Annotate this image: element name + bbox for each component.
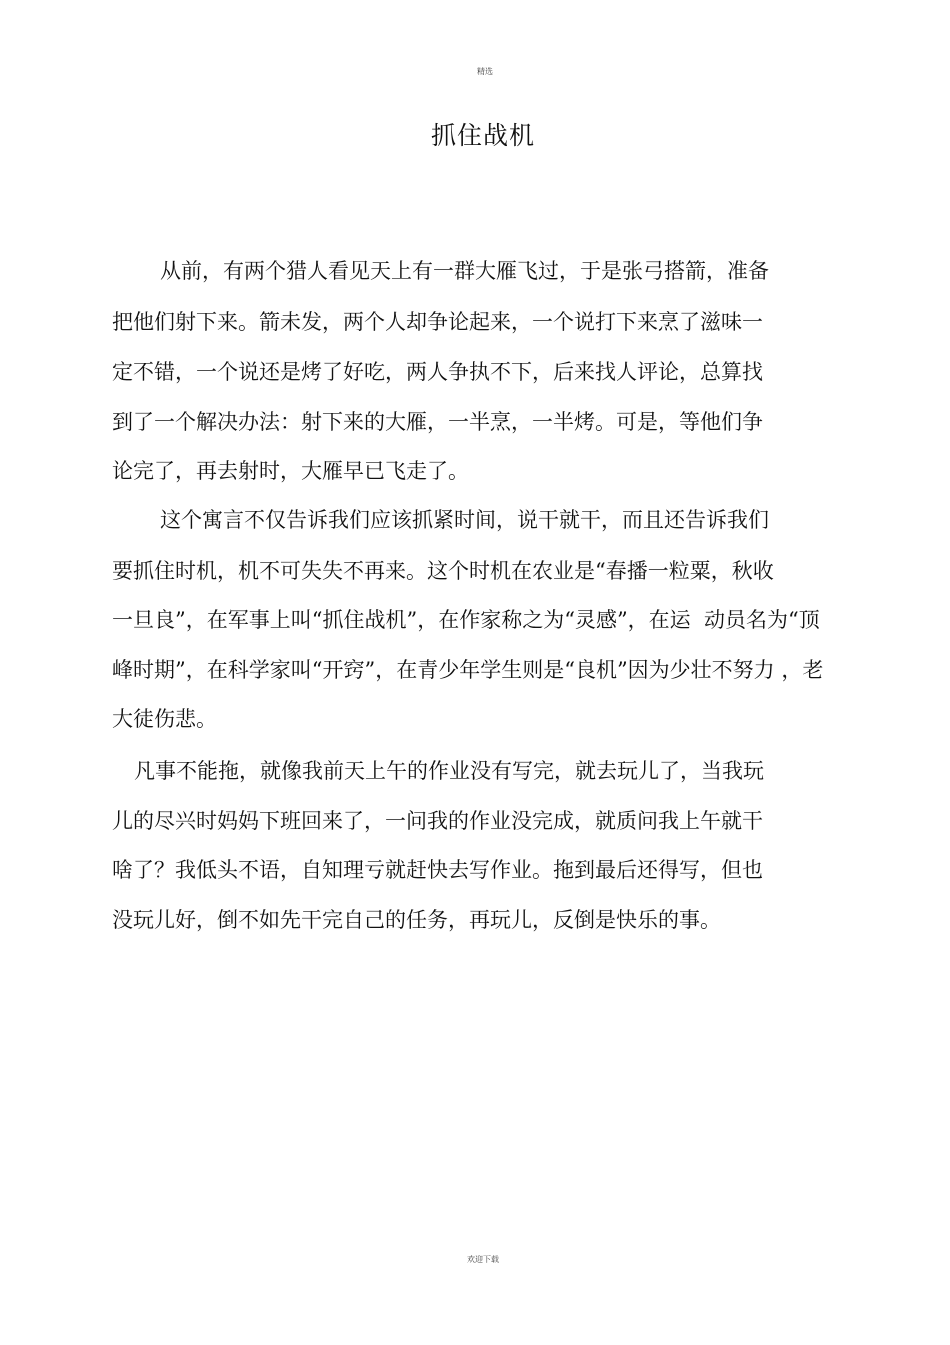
paragraph-line: 峰时期”，在科学家叫“开窍”，在青少年学生则是“良机”因为少壮不努力 ，老 [112, 658, 824, 682]
document-title: 抓住战机 [430, 121, 535, 150]
paragraph-line: 没玩儿好，倒不如先干完自己的任务，再玩儿，反倒是快乐的事。 [112, 908, 721, 932]
paragraph-line: 定不错，一个说还是烤了好吃，两人争执不下，后来找人评论，总算找 [112, 360, 763, 384]
paragraph-line: 一旦良”，在军事上叫“抓住战机”，在作家称之为“灵感”，在运 动员名为“顶 [112, 608, 820, 632]
paragraph-line: 到了一个解决办法：射下来的大雁，一半烹，一半烤。可是，等他们争 [112, 410, 763, 434]
page-footer-label: 欢迎下载 [467, 1255, 499, 1264]
paragraph-line: 论完了，再去射时，大雁早已飞走了。 [112, 459, 469, 483]
paragraph-line: 从前，有两个猎人看见天上有一群大雁飞过，于是张弓搭箭，准备 [160, 259, 769, 283]
paragraph-line: 儿的尽兴时妈妈下班回来了，一问我的作业没完成，就质问我上午就干 [112, 809, 763, 833]
page-header-label: 精选 [477, 67, 493, 76]
paragraph-line: 凡事不能拖，就像我前天上午的作业没有写完，就去玩儿了，当我玩 [134, 759, 764, 783]
paragraph-line: 这个寓言不仅告诉我们应该抓紧时间，说干就干，而且还告诉我们 [160, 508, 769, 532]
paragraph-line: 啥了？我低头不语，自知理亏就赶快去写作业。拖到最后还得写，但也 [112, 858, 763, 882]
paragraph-line: 大徒伤悲。 [112, 707, 217, 731]
paragraph-line: 要抓住时机，机不可失失不再来。这个时机在农业是“春播一粒粟，秋收 [112, 559, 774, 583]
paragraph-line: 把他们射下来。箭未发，两个人却争论起来，一个说打下来烹了滋味一 [112, 310, 763, 334]
